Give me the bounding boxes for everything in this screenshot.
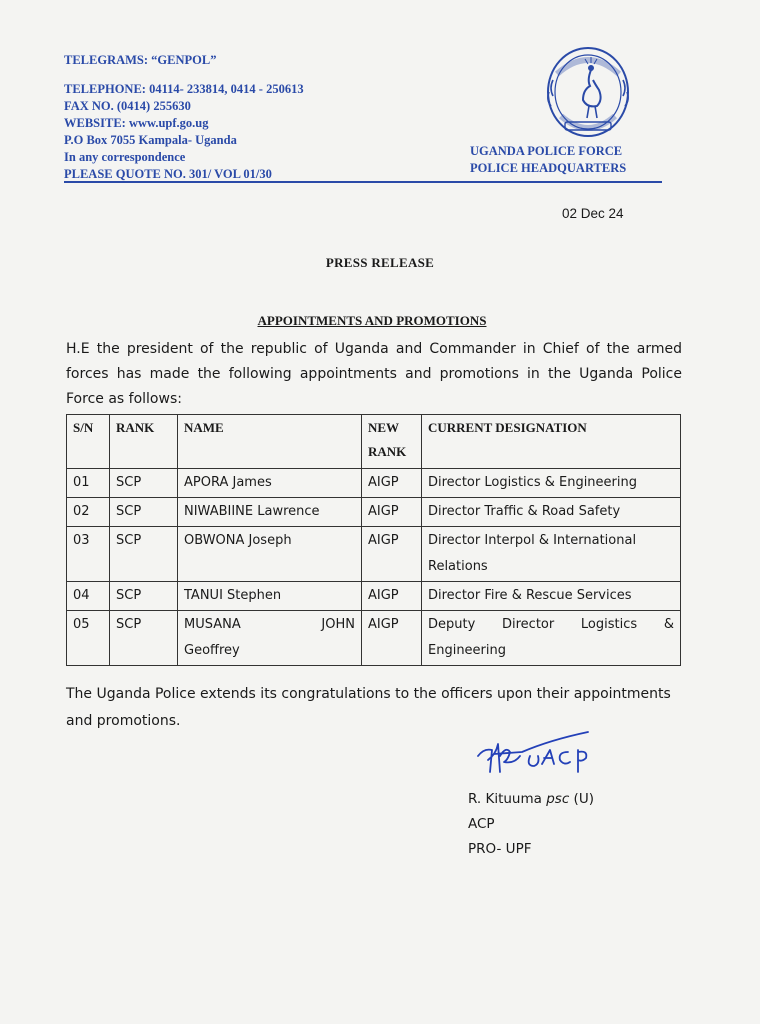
po-box-line: P.O Box 7055 Kampala- Uganda [64,133,237,147]
signatory-name: R. Kituuma [468,791,542,807]
header-sn: S/N [67,415,110,469]
header-designation: CURRENT DESIGNATION [422,415,681,469]
letterhead-contact-block [64,52,304,183]
telephone-line: TELEPHONE: 04114- 233814, 0414 - 250613 [64,82,304,96]
cell-name: NIWABIINE Lawrence [178,498,362,527]
header-rank: RANK [110,415,178,469]
fax-line: FAX NO. (0414) 255630 [64,99,191,113]
cell-name [178,611,362,666]
document-date: 02 Dec 24 [562,206,624,221]
subject-heading: APPOINTMENTS AND PROMOTIONS [257,313,487,328]
cell-designation [422,527,681,582]
cell-rank: SCP [110,582,178,611]
closing-paragraph: The Uganda Police extends its congratulations to the officers upon their appointments and promotions. [66,686,671,729]
telegrams-line: TELEGRAMS: “GENPOL” [64,53,217,67]
table-row [67,498,681,527]
cell-new-rank: AIGP [362,527,422,582]
cell-rank: SCP [110,527,178,582]
signatory-qualification: psc [546,791,570,807]
header-new-rank [362,415,422,469]
designation-line1: Deputy Director Logistics & [428,617,674,632]
table-row [67,582,681,611]
signatory-title: PRO- UPF [468,841,532,857]
website-line: WEBSITE: www.upf.go.ug [64,116,209,130]
handwritten-signature [470,726,600,782]
cell-rank: SCP [110,498,178,527]
header-new-rank-line1: NEW [368,420,400,435]
cell-sn: 03 [67,527,110,582]
signatory-name-line [468,787,594,812]
org-name: UGANDA POLICE FORCE [470,144,623,158]
letterhead-divider [64,181,662,183]
table-row [67,469,681,498]
appointments-table [66,414,681,666]
name-line1: MUSANA JOHN [184,617,355,632]
cell-new-rank: AIGP [362,582,422,611]
cell-designation: Director Traffic & Road Safety [422,498,681,527]
cell-name: TANUI Stephen [178,582,362,611]
cell-name: APORA James [178,469,362,498]
cell-designation: Director Logistics & Engineering [422,469,681,498]
cell-sn: 01 [67,469,110,498]
cell-new-rank: AIGP [362,498,422,527]
correspondence-line: In any correspondence [64,150,186,164]
designation-line2: Relations [428,559,488,574]
designation-line1: Director Interpol & International [428,533,637,548]
table-row [67,611,681,666]
header-new-rank-line2: RANK [368,444,407,459]
signatory-block [468,787,594,862]
cell-rank: SCP [110,611,178,666]
cell-sn: 04 [67,582,110,611]
org-unit: POLICE HEADQUARTERS [470,161,627,175]
name-line2: Geoffrey [184,643,240,658]
letterhead-org-block [470,143,626,177]
signatory-qualification-unit: (U) [573,791,594,807]
table-header-row [67,415,681,469]
cell-rank: SCP [110,469,178,498]
quote-line: PLEASE QUOTE NO. 301/ VOL 01/30 [64,167,272,181]
cell-sn: 02 [67,498,110,527]
cell-sn: 05 [67,611,110,666]
press-release-title: PRESS RELEASE [325,255,435,270]
intro-paragraph: H.E the president of the republic of Uganda and Commander in Chief of the armed forces has made the following appointments and promotions in the Uganda Police Force as follows: [66,341,682,407]
designation-line2: Engineering [428,643,506,658]
police-crest-icon [543,44,633,140]
cell-designation [422,611,681,666]
table-row [67,527,681,582]
header-name: NAME [178,415,362,469]
cell-new-rank: AIGP [362,611,422,666]
signatory-rank: ACP [468,816,495,832]
cell-new-rank: AIGP [362,469,422,498]
cell-name: OBWONA Joseph [178,527,362,582]
cell-designation: Director Fire & Rescue Services [422,582,681,611]
